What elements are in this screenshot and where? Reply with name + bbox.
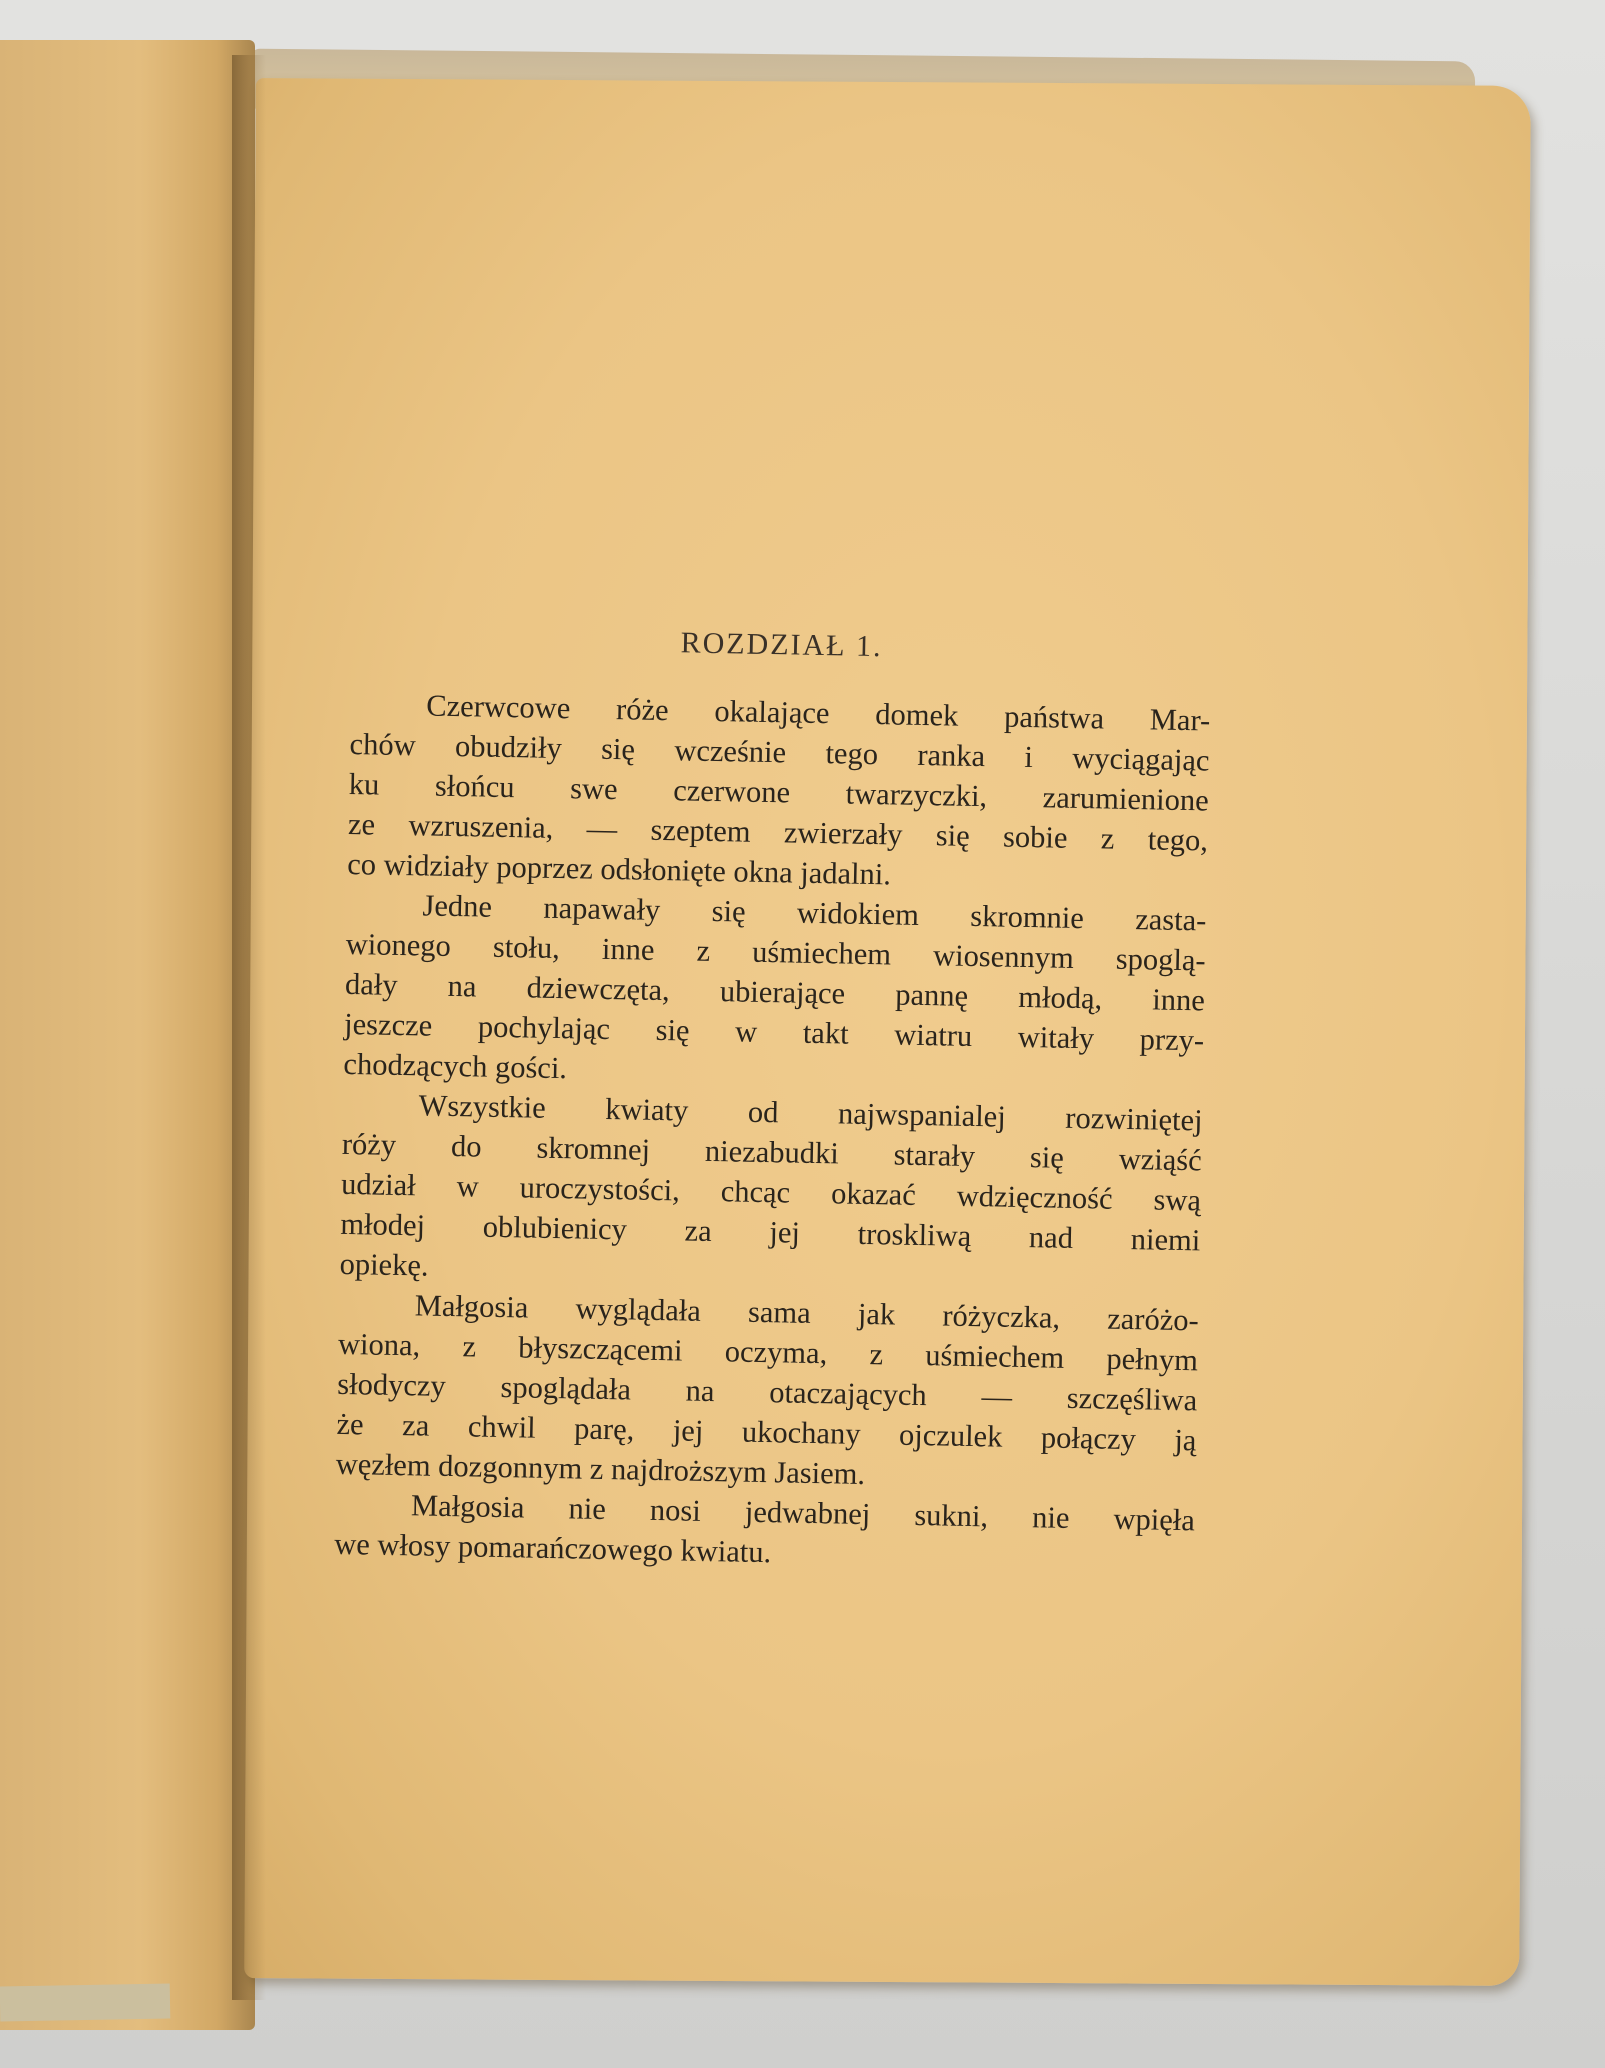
text-line: co widziały poprzez odsłonięte okna jadalni. <box>346 846 892 892</box>
text-line: Jedne napawały się widokiem skromnie zasta- <box>422 888 1207 938</box>
text-line: Małgosia wyglądała sama jak różyczka, zaróżo- <box>414 1288 1200 1338</box>
text-line: Czerwcowe róże okalające domek państwa Mar- <box>426 688 1211 738</box>
text-line: we włosy pomarańczowego kwiatu. <box>333 1526 772 1570</box>
page-text <box>334 620 1212 1580</box>
text-line: wionego stołu, inne z uśmiechem wiosennym spoglą- <box>345 926 1206 978</box>
text-line: że za chwil parę, jej ukochany ojczulek połączy ją <box>336 1406 1197 1458</box>
text-line: róży do skromnej niezabudki starały się wziąść <box>341 1126 1203 1178</box>
text-line: udział w uroczystości, chcąc okazać wdzięczność swą <box>340 1166 1202 1218</box>
text-line: słodyczy spoglądała na otaczających — szczęśliwa <box>337 1366 1198 1418</box>
left-page <box>0 40 255 2030</box>
text-line: węzłem dozgonnym z najdroższym Jasiem. <box>335 1446 866 1492</box>
book-spine <box>232 55 266 2000</box>
text-line: Wszystkie kwiaty od najwspanialej rozwiniętej <box>418 1088 1203 1138</box>
text-line: dały na dziewczęta, ubierające pannę młodą, inne <box>344 966 1206 1018</box>
text-line: chodzących gości. <box>343 1046 568 1086</box>
text-line: Małgosia nie nosi jedwabnej sukni, nie wpięła <box>410 1488 1196 1538</box>
text-line: wiona, z błyszczącemi oczyma, z uśmiechem pełnym <box>337 1326 1199 1378</box>
text-line: jeszcze pochylając się w takt wiatru witały przy- <box>343 1006 1205 1058</box>
chapter-title: ROZDZIAŁ 1. <box>680 626 883 664</box>
text-line: opiekę. <box>339 1246 429 1283</box>
text-line: chów obudziły się wcześnie tego ranka i wyciągając <box>349 726 1210 778</box>
text-line: ze wzruszenia, — szeptem zwierzały się sobie z tego, <box>347 806 1209 858</box>
text-line: ku słońcu swe czerwone twarzyczki, zarumienione <box>348 766 1210 818</box>
cover-fragment <box>0 1984 170 2022</box>
text-line: młodej oblubienicy za jej troskliwą nad niemi <box>340 1206 1201 1258</box>
